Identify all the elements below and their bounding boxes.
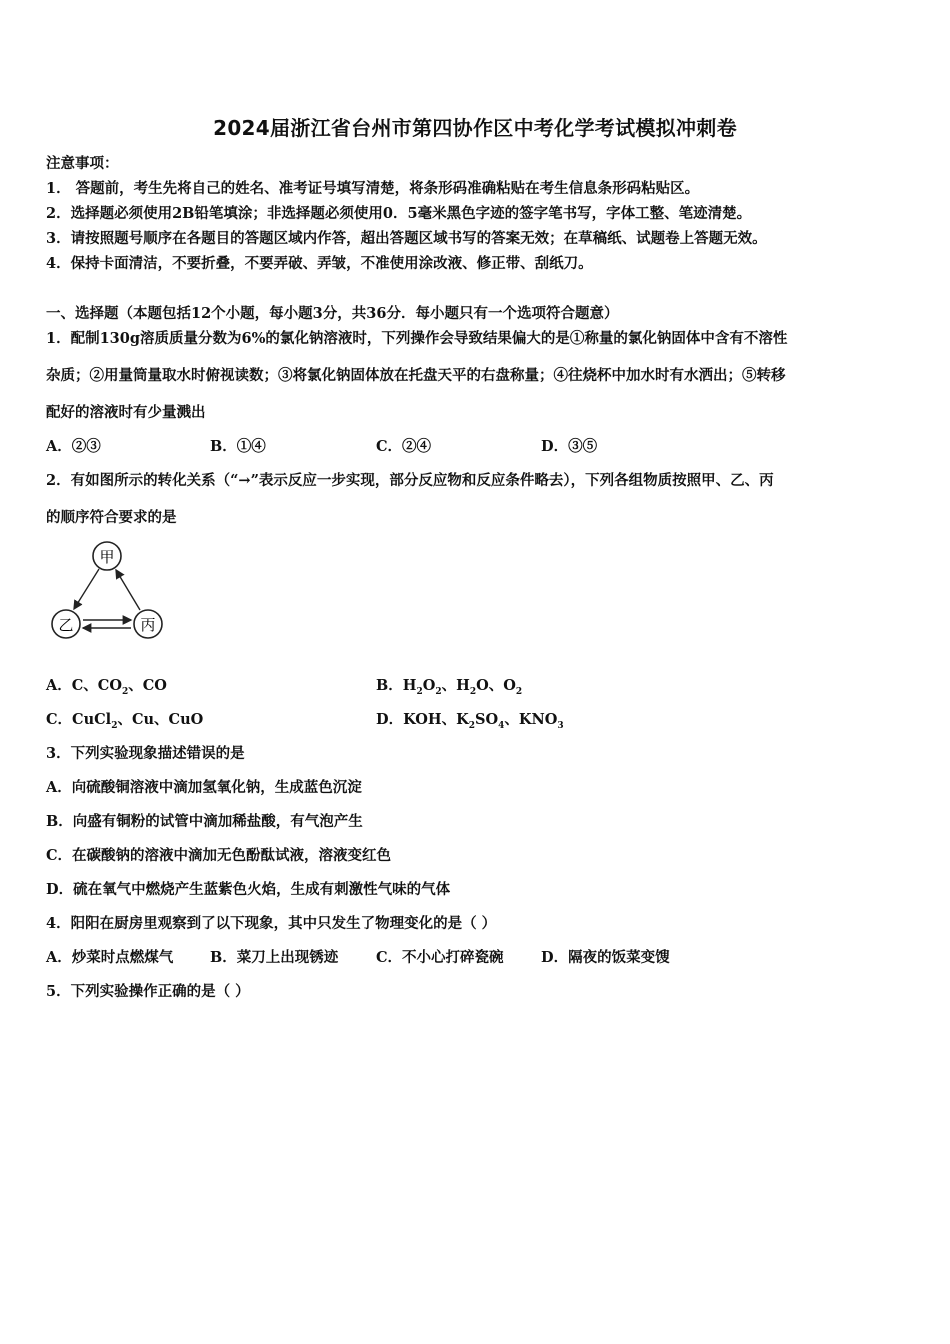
section-heading: 一、选择题（本题包括12个小题，每小题3分，共36分．每小题只有一个选项符合题意） xyxy=(46,305,619,322)
arrow-jia-to-yi xyxy=(74,569,99,609)
q4-option-d[interactable]: D．隔夜的饭菜变馊 xyxy=(541,949,670,966)
notice-item: 3．请按照题号顺序在各题目的答题区域内作答，超出答题区域书写的答案无效；在草稿纸、试题卷上答题无效。 xyxy=(46,230,767,247)
notice-item: 4．保持卡面清洁，不要折叠，不要弄破、弄皱，不准使用涂改液、修正带、刮纸刀。 xyxy=(46,255,593,272)
q1-option-a[interactable]: A．②③ xyxy=(46,438,101,455)
page-title: 2024届浙江省台州市第四协作区中考化学考试模拟冲刺卷 xyxy=(213,116,737,140)
q1-option-d[interactable]: D．③⑤ xyxy=(541,438,598,455)
q1-stem-line: 杂质；②用量筒量取水时俯视读数；③将氯化钠固体放在托盘天平的右盘称量；④往烧杯中加水时有水洒出；⑤转移 xyxy=(46,367,786,384)
q4-option-b[interactable]: B．菜刀上出现锈迹 xyxy=(210,949,339,966)
arrow-bing-to-jia xyxy=(116,570,140,610)
conversion-diagram xyxy=(44,538,174,650)
q3-option-c[interactable]: C．在碳酸钠的溶液中滴加无色酚酞试液，溶液变红色 xyxy=(46,847,392,864)
q2-stem-line: 的顺序符合要求的是 xyxy=(46,509,177,526)
q3-stem: 3．下列实验现象描述错误的是 xyxy=(46,745,245,762)
q5-stem: 5．下列实验操作正确的是（ ） xyxy=(46,983,250,1000)
q1-stem-line: 1．配制130g溶质质量分数为6%的氯化钠溶液时，下列操作会导致结果偏大的是①称量的氯化钠固体中含有不溶性 xyxy=(46,330,788,347)
q2-option-b[interactable]: B．$H_2O_2$、$H_2O$、$O_2$ xyxy=(376,677,523,697)
notice-heading: 注意事项： xyxy=(46,155,119,172)
q3-option-d[interactable]: D．硫在氧气中燃烧产生蓝紫色火焰，生成有刺激性气味的气体 xyxy=(46,881,451,898)
q2-option-c[interactable]: C．CuCl$_2$、Cu、CuO xyxy=(46,711,204,731)
notice-item: 2．选择题必须使用2B铅笔填涂；非选择题必须使用0．5毫米黑色字迹的签字笔书写，字体工整、笔迹清楚。 xyxy=(46,205,752,222)
q4-option-a[interactable]: A．炒菜时点燃煤气 xyxy=(46,949,174,966)
node-bing-label: 丙 xyxy=(140,616,156,634)
q3-option-b[interactable]: B．向盛有铜粉的试管中滴加稀盐酸，有气泡产生 xyxy=(46,813,363,830)
q4-stem: 4．阳阳在厨房里观察到了以下现象，其中只发生了物理变化的是（ ） xyxy=(46,915,497,932)
q4-option-c[interactable]: C．不小心打碎瓷碗 xyxy=(376,949,504,966)
q1-option-b[interactable]: B．①④ xyxy=(210,438,266,455)
notice-item: 1． 答题前，考生先将自己的姓名、准考证号填写清楚，将条形码准确粘贴在考生信息条形码粘贴区。 xyxy=(46,180,700,197)
q3-option-a[interactable]: A．向硫酸铜溶液中滴加氢氧化钠，生成蓝色沉淀 xyxy=(46,779,362,796)
q1-option-c[interactable]: C．②④ xyxy=(376,438,432,455)
q1-stem-line: 配好的溶液时有少量溅出 xyxy=(46,404,206,421)
q2-option-a[interactable]: A．C、$CO_2$、CO xyxy=(46,677,167,697)
node-jia-label: 甲 xyxy=(99,548,115,566)
node-yi-label: 乙 xyxy=(58,616,74,634)
q2-option-d[interactable]: D．KOH、$K_2SO_4$、$KNO_3$ xyxy=(376,711,564,731)
q2-stem-line: 2．有如图所示的转化关系（“→”表示反应一步实现，部分反应物和反应条件略去），下列各组物质按照甲、乙、丙 xyxy=(46,472,774,489)
